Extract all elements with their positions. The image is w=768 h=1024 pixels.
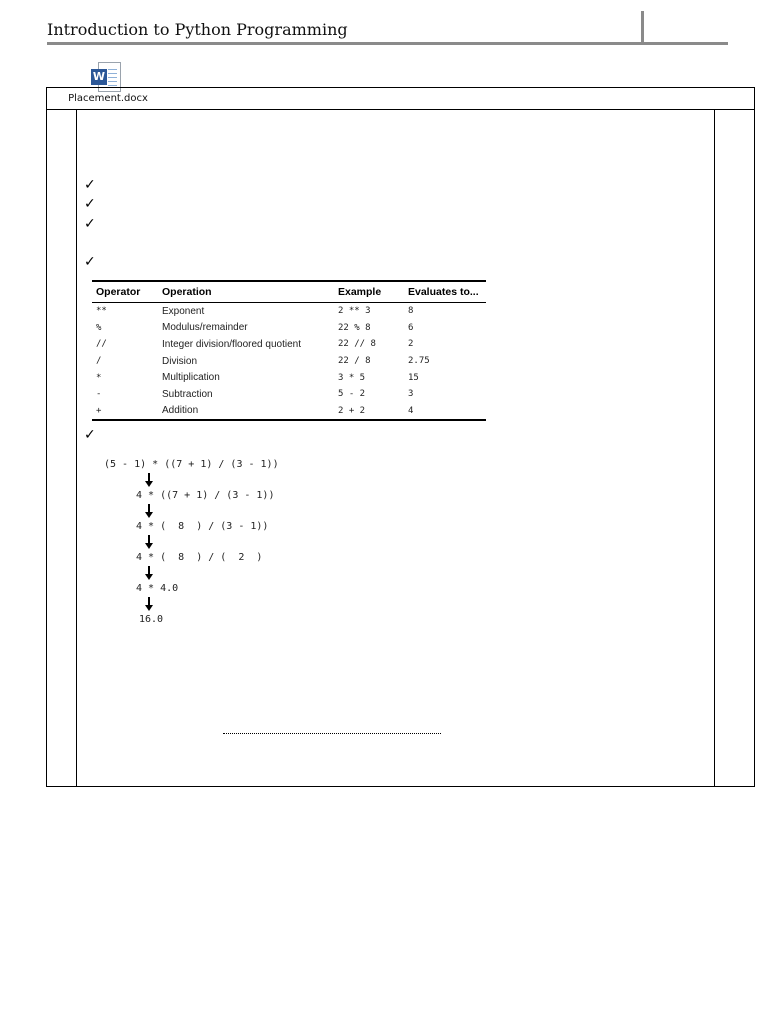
content-frame (46, 87, 755, 787)
result-cell: 3 (408, 389, 414, 400)
operator-cell: * (96, 372, 102, 383)
frame-top-divider (47, 109, 754, 110)
word-badge: W (92, 70, 106, 83)
example-cell: 3 * 5 (338, 372, 366, 383)
result-cell: 2 (408, 339, 414, 350)
frame-right-margin (714, 109, 715, 786)
evaluation-step: 4 * ((7 + 1) / (3 - 1)) (136, 490, 275, 501)
column-header-example: Example (334, 281, 404, 303)
example-cell: 22 / 8 (338, 356, 371, 367)
evaluation-step: 4 * ( 8 ) / (3 - 1)) (136, 521, 269, 532)
operation-cell: Addition (158, 403, 334, 421)
operation-cell: Division (162, 355, 198, 367)
header-rule (47, 42, 728, 45)
result-cell: 2.75 (408, 356, 430, 367)
example-cell: 2 ** 3 (338, 306, 371, 317)
column-header-operator: Operator (92, 281, 158, 303)
checkmark-icon: ✓ (84, 216, 96, 232)
operator-cell: ** (96, 306, 107, 317)
down-arrow-icon (148, 473, 150, 483)
table-row (92, 320, 486, 337)
operation-cell: Exponent (162, 305, 205, 317)
table-row (92, 403, 486, 421)
evaluation-step: (5 - 1) * ((7 + 1) / (3 - 1)) (104, 459, 279, 470)
checkmark-icon: ✓ (84, 177, 96, 193)
table-header-row (92, 281, 486, 303)
down-arrow-icon (148, 597, 150, 607)
operation-cell: Multiplication (162, 372, 220, 384)
operator-cell: // (96, 339, 107, 350)
header-divider-tick (641, 11, 644, 43)
frame-left-margin (76, 109, 77, 786)
result-cell: 6 (408, 322, 414, 333)
attachment-filename[interactable]: Placement.docx (68, 93, 148, 104)
operator-cell: - (96, 389, 102, 400)
evaluation-result: 16.0 (139, 614, 164, 625)
table-row (92, 386, 486, 403)
document-title: Introduction to Python Programming (47, 20, 348, 39)
example-cell: 2 + 2 (334, 403, 404, 421)
example-cell: 22 // 8 (338, 339, 376, 350)
operator-table (92, 280, 486, 421)
column-header-operation: Operation (158, 281, 334, 303)
operator-cell: / (96, 356, 102, 367)
down-arrow-icon (148, 504, 150, 514)
example-cell: 5 - 2 (338, 389, 366, 400)
down-arrow-icon (148, 566, 150, 576)
table-row (92, 303, 486, 320)
dotted-separator (223, 733, 441, 734)
example-cell: 22 % 8 (338, 322, 371, 333)
table-row (92, 353, 486, 370)
operator-cell: % (96, 322, 102, 333)
down-arrow-icon (148, 535, 150, 545)
result-cell: 8 (408, 306, 414, 317)
table-row (92, 369, 486, 386)
result-cell: 4 (404, 403, 486, 421)
result-cell: 15 (408, 372, 419, 383)
table-row (92, 336, 486, 353)
evaluation-step: 4 * 4.0 (136, 583, 179, 594)
expression-evaluation-diagram (104, 456, 304, 636)
evaluation-step: 4 * ( 8 ) / ( 2 ) (136, 552, 263, 563)
operation-cell: Integer division/floored quotient (162, 338, 301, 350)
operation-cell: Modulus/remainder (162, 322, 248, 334)
column-header-evaluates-to: Evaluates to... (404, 281, 486, 303)
checkmark-icon: ✓ (84, 427, 96, 443)
operator-cell: + (92, 403, 158, 421)
checkmark-icon: ✓ (84, 196, 96, 212)
operation-cell: Subtraction (162, 388, 213, 400)
checkmark-icon: ✓ (84, 254, 96, 270)
